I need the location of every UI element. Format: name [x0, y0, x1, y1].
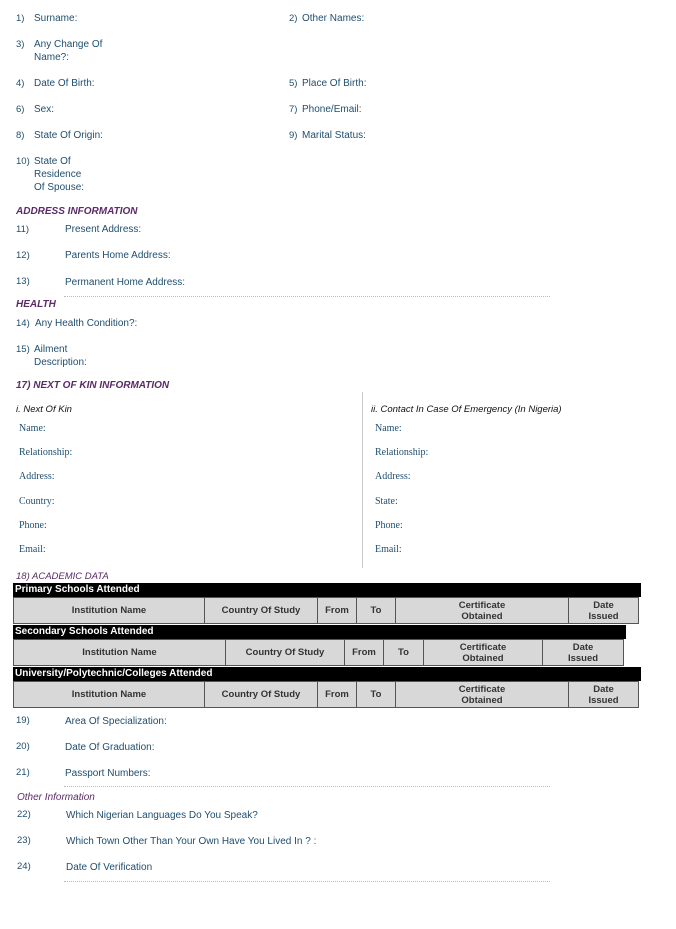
date-header	[569, 598, 639, 624]
health-heading: HEALTH	[16, 299, 56, 310]
item-number: 9)	[289, 130, 298, 141]
certificate-header-line1: Certificate	[458, 683, 506, 695]
divider	[64, 786, 550, 787]
university-bar: University/Polytechnic/Colleges Attended	[13, 667, 641, 681]
name-change-label-line1: Any Change Of	[34, 39, 103, 50]
certificate-header	[396, 598, 569, 624]
name-change-label-line2: Name?:	[34, 52, 70, 63]
other-information-heading: Other Information	[17, 792, 95, 803]
item-number: 5)	[289, 78, 298, 89]
specialization-label: Area Of Specialization:	[65, 716, 167, 727]
to-header: To	[357, 682, 396, 708]
item-number: 8)	[16, 130, 25, 141]
institution-header: Institution Name	[14, 640, 226, 666]
item-number: 23)	[17, 835, 31, 846]
permanent-address-label: Permanent Home Address:	[65, 277, 186, 288]
present-address-label: Present Address:	[65, 224, 142, 235]
state-of-origin-label: State Of Origin:	[34, 130, 103, 141]
secondary-schools-bar: Secondary Schools Attended	[13, 625, 626, 639]
ailment-label-line2: Description:	[34, 357, 87, 368]
primary-schools-bar: Primary Schools Attended	[13, 583, 641, 597]
secondary-schools-table	[13, 639, 624, 666]
date-header-line2: Issued	[567, 652, 599, 664]
kin-email-label: Email:	[19, 544, 46, 555]
primary-schools-table	[13, 597, 639, 624]
certificate-header	[424, 640, 543, 666]
emergency-phone-label: Phone:	[375, 520, 403, 531]
next-of-kin-heading: 17) NEXT OF KIN INFORMATION	[16, 380, 170, 391]
spouse-residence-label-line3: Of Spouse:	[34, 182, 85, 193]
place-of-birth-label: Place Of Birth:	[302, 78, 367, 89]
surname-label: Surname:	[34, 13, 78, 24]
item-number: 14)	[16, 318, 30, 329]
country-header: Country Of Study	[226, 640, 345, 666]
other-names-label: Other Names:	[302, 13, 365, 24]
kin-country-label: Country:	[19, 496, 55, 507]
item-number: 10)	[16, 156, 30, 167]
date-header-line2: Issued	[588, 694, 619, 706]
certificate-header-line2: Obtained	[461, 694, 503, 706]
from-header: From	[318, 682, 357, 708]
item-number: 13)	[16, 276, 30, 287]
academic-heading: 18) ACADEMIC DATA	[16, 571, 109, 582]
column-divider	[362, 392, 363, 568]
town-lived-label: Which Town Other Than Your Own Have You Lived In ? :	[66, 836, 317, 847]
emergency-state-label: State:	[375, 496, 398, 507]
divider	[64, 881, 550, 882]
item-number: 11)	[16, 224, 30, 235]
parents-address-label: Parents Home Address:	[65, 250, 171, 261]
verification-date-label: Date Of Verification	[66, 862, 153, 873]
divider	[64, 296, 550, 297]
kin-address-label: Address:	[19, 471, 55, 482]
emergency-address-label: Address:	[375, 471, 411, 482]
emergency-relationship-label: Relationship:	[375, 447, 429, 458]
item-number: 21)	[16, 767, 30, 778]
languages-label: Which Nigerian Languages Do You Speak?	[66, 810, 258, 821]
spouse-residence-label-line2: Residence	[34, 169, 82, 180]
item-number: 2)	[289, 13, 298, 24]
kin-relationship-label: Relationship:	[19, 447, 73, 458]
table-header-row	[14, 682, 639, 708]
table-header-row	[14, 640, 624, 666]
item-number: 24)	[17, 861, 31, 872]
passport-numbers-label: Passport Numbers:	[65, 768, 151, 779]
ailment-label-line1: Ailment	[34, 344, 68, 355]
item-number: 6)	[16, 104, 25, 115]
certificate-header-line2: Obtained	[462, 652, 504, 664]
university-table	[13, 681, 639, 708]
address-heading: ADDRESS INFORMATION	[16, 206, 138, 217]
certificate-header-line2: Obtained	[461, 610, 503, 622]
certificate-header-line1: Certificate	[458, 599, 506, 611]
item-number: 4)	[16, 78, 25, 89]
item-number: 12)	[16, 250, 30, 261]
date-header-line1: Date	[572, 641, 594, 653]
kin-phone-label: Phone:	[19, 520, 47, 531]
item-number: 15)	[16, 344, 30, 355]
date-header-line1: Date	[593, 599, 614, 611]
emergency-email-label: Email:	[375, 544, 402, 555]
item-number: 19)	[16, 715, 30, 726]
to-header: To	[357, 598, 396, 624]
from-header: From	[318, 598, 357, 624]
date-of-birth-label: Date Of Birth:	[34, 78, 95, 89]
certificate-header	[396, 682, 569, 708]
emergency-contact-title: ii. Contact In Case Of Emergency (In Nigeria)	[371, 404, 562, 415]
marital-status-label: Marital Status:	[302, 130, 366, 141]
spouse-residence-label-line1: State Of	[34, 156, 71, 167]
kin-name-label: Name:	[19, 423, 46, 434]
certificate-header-line1: Certificate	[459, 641, 507, 653]
item-number: 3)	[16, 39, 25, 50]
phone-email-label: Phone/Email:	[302, 104, 362, 115]
graduation-date-label: Date Of Graduation:	[65, 742, 155, 753]
institution-header: Institution Name	[14, 682, 205, 708]
next-of-kin-title: i. Next Of Kin	[16, 404, 72, 415]
emergency-name-label: Name:	[375, 423, 402, 434]
table-header-row	[14, 598, 639, 624]
item-number: 20)	[16, 741, 30, 752]
country-header: Country Of Study	[205, 682, 318, 708]
from-header: From	[345, 640, 384, 666]
date-header-line2: Issued	[588, 610, 619, 622]
sex-label: Sex:	[34, 104, 55, 115]
item-number: 1)	[16, 13, 25, 24]
institution-header: Institution Name	[14, 598, 205, 624]
health-condition-label: Any Health Condition?:	[35, 318, 138, 329]
date-header	[569, 682, 639, 708]
date-header-line1: Date	[593, 683, 614, 695]
country-header: Country Of Study	[205, 598, 318, 624]
to-header: To	[384, 640, 424, 666]
item-number: 22)	[17, 809, 31, 820]
date-header	[543, 640, 624, 666]
item-number: 7)	[289, 104, 298, 115]
